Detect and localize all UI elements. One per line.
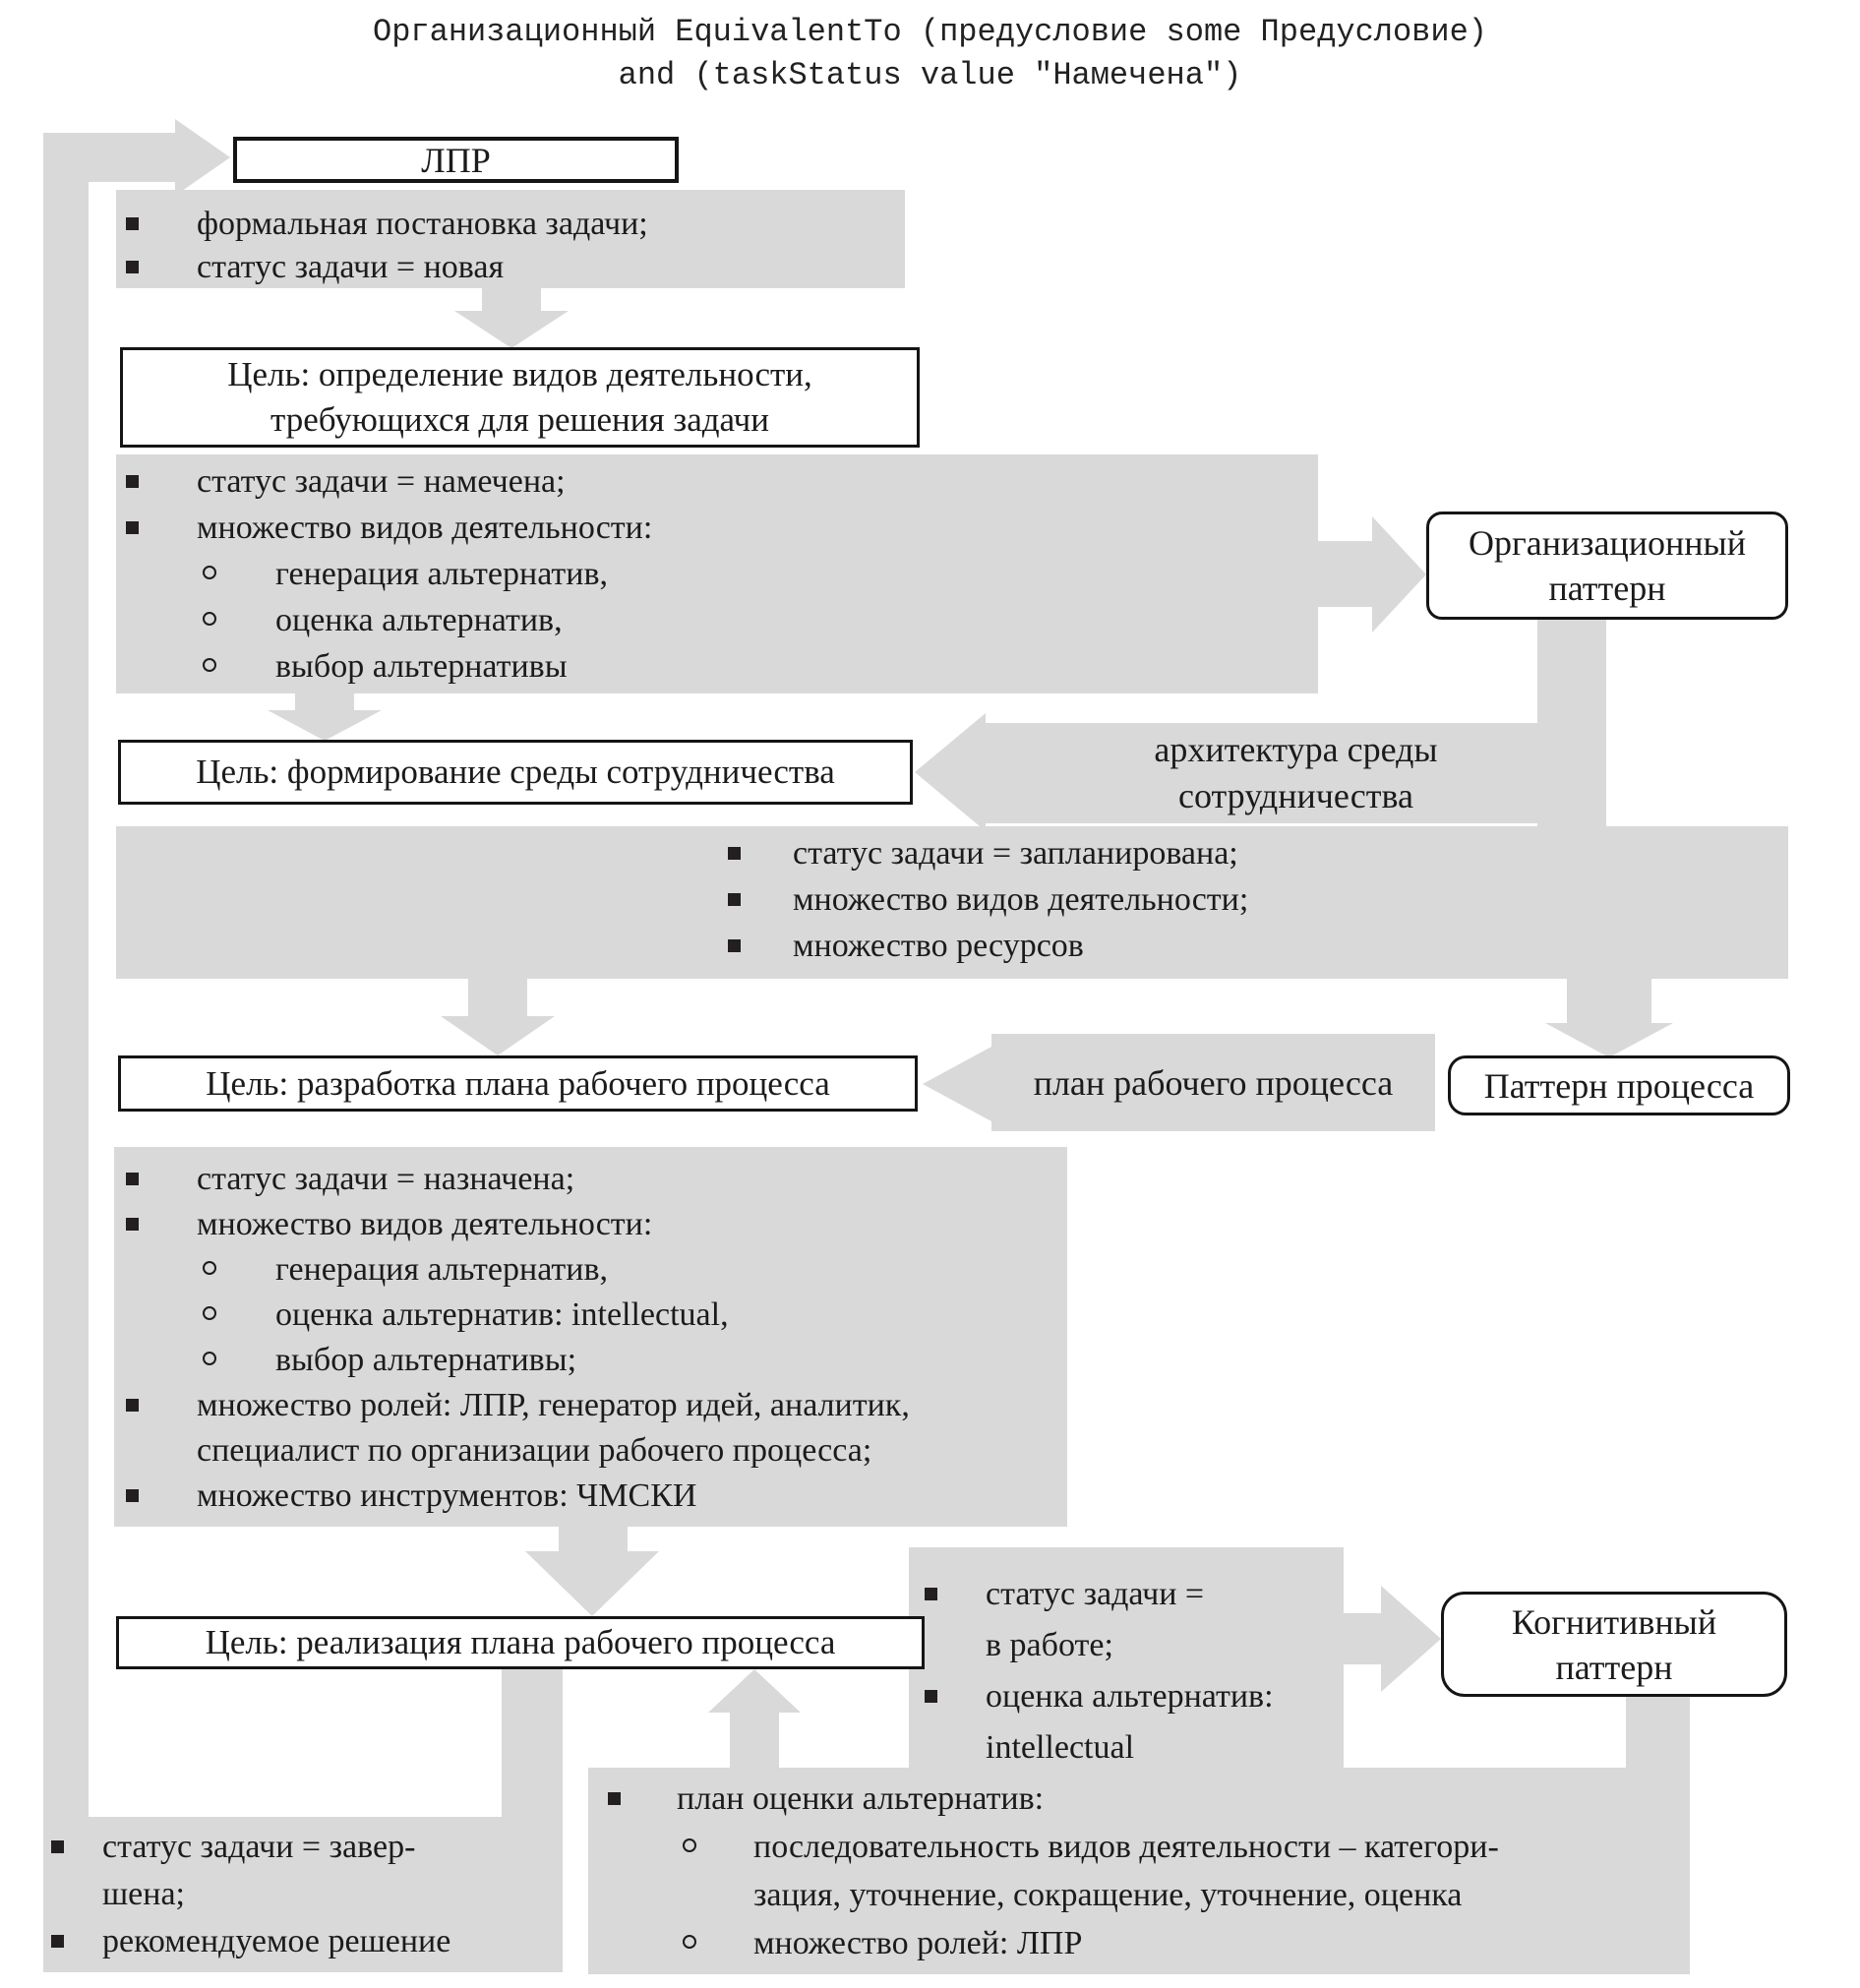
square-bullet-icon — [728, 847, 741, 860]
list-item-continuation — [909, 1722, 1344, 1774]
label-line: архитектура среды — [1154, 730, 1438, 769]
note-planned — [116, 826, 1788, 979]
node-line: Когнитивный — [1511, 1601, 1717, 1642]
note-completed — [43, 1817, 563, 1972]
circle-bullet-icon — [203, 658, 216, 672]
arrow-down-icon — [268, 710, 382, 741]
list-item — [116, 876, 1788, 923]
note-line: множество видов деятельности; — [793, 881, 1249, 918]
list-item — [588, 1919, 1690, 1967]
arrow-down-shaft — [295, 693, 354, 711]
arrow-left-icon — [923, 1047, 991, 1121]
node-lpr-label: ЛПР — [421, 140, 491, 180]
owl-expression-line2: and (taskStatus value "Намечена") — [618, 57, 1242, 93]
list-item-continuation — [909, 1620, 1344, 1671]
node-line: паттерн — [1555, 1647, 1673, 1687]
note-evaluation-plan — [588, 1768, 1690, 1974]
org-pattern-node — [1426, 512, 1788, 620]
note-line: множество ролей: ЛПР, генератор идей, аналитик, — [197, 1387, 910, 1423]
list-item — [116, 551, 1318, 597]
list-item-continuation — [114, 1428, 1067, 1474]
arrow-down-icon — [454, 311, 569, 348]
owl-expression-line1: Организационный EquivalentTo (предусловие some Предусловие) — [373, 14, 1487, 50]
arrow-right-icon — [1372, 516, 1426, 633]
list-item — [116, 458, 1318, 505]
label-line: сотрудничества — [1178, 776, 1413, 815]
note-line: статус задачи = завер- — [102, 1829, 416, 1865]
note-line: план оценки альтернатив: — [677, 1780, 1045, 1817]
note-line: шена; — [102, 1876, 186, 1912]
arrow-down-icon — [525, 1551, 659, 1616]
note-line: генерация альтернатив, — [275, 556, 609, 592]
arrow-up-icon — [708, 1669, 801, 1713]
arrow-right-shaft — [1318, 541, 1372, 607]
list-item — [116, 643, 1318, 690]
process-pattern-node — [1448, 1055, 1790, 1115]
node-line: Организационный — [1469, 523, 1746, 563]
connector-goal4-down — [502, 1669, 563, 1822]
list-item — [116, 505, 1318, 551]
arrow-left-icon — [915, 713, 986, 831]
square-bullet-icon — [126, 217, 139, 230]
note-line: статус задачи = — [986, 1576, 1205, 1612]
square-bullet-icon — [51, 1840, 64, 1853]
label-collab-architecture — [986, 723, 1606, 823]
arrow-right-icon — [1381, 1586, 1441, 1692]
note-line: формальная постановка задачи; — [197, 206, 648, 242]
square-bullet-icon — [126, 521, 139, 534]
square-bullet-icon — [925, 1690, 937, 1703]
arrow-down-shaft — [559, 1527, 628, 1551]
circle-bullet-icon — [203, 612, 216, 626]
note-outlined — [116, 454, 1318, 693]
note-line: оценка альтернатив: — [986, 1678, 1274, 1715]
list-item — [116, 246, 905, 289]
note-assigned — [114, 1147, 1067, 1527]
loop-line-horizontal — [43, 133, 175, 182]
note-line: intellectual — [986, 1729, 1135, 1766]
arrow-down-shaft — [468, 979, 527, 1016]
list-item — [116, 597, 1318, 643]
square-bullet-icon — [728, 939, 741, 952]
list-item — [588, 1775, 1690, 1823]
note-line: множество видов деятельности: — [197, 510, 653, 546]
goal-line: Цель: определение видов деятельности, — [227, 355, 812, 393]
list-item — [114, 1383, 1067, 1428]
arrow-down-icon — [1545, 1023, 1673, 1057]
loop-line-vertical — [43, 133, 89, 1820]
note-line: статус задачи = новая — [197, 249, 505, 285]
square-bullet-icon — [51, 1935, 64, 1948]
goal-line: Цель: формирование среды сотрудничества — [196, 753, 835, 791]
goal-collab-env — [118, 740, 913, 805]
square-bullet-icon — [728, 893, 741, 906]
circle-bullet-icon — [203, 1306, 216, 1320]
note-line: оценка альтернатив: intellectual, — [275, 1296, 729, 1333]
list-item — [909, 1569, 1344, 1620]
list-item — [116, 830, 1788, 876]
cognitive-pattern-node — [1441, 1592, 1787, 1697]
note-line: зация, уточнение, сокращение, уточнение, оценка — [753, 1877, 1463, 1913]
note-line: оценка альтернатив, — [275, 602, 563, 638]
circle-bullet-icon — [203, 566, 216, 579]
goal-define-activities — [120, 347, 920, 448]
square-bullet-icon — [608, 1792, 621, 1805]
note-line: статус задачи = назначена; — [197, 1161, 575, 1197]
node-line: Паттерн процесса — [1483, 1065, 1755, 1106]
square-bullet-icon — [126, 475, 139, 488]
note-line: множество инструментов: ЧМСКИ — [197, 1477, 697, 1514]
note-line: множество ролей: ЛПР — [753, 1925, 1083, 1961]
list-item — [588, 1823, 1690, 1871]
goal-line: требующихся для решения задачи — [270, 400, 770, 439]
arrow-up-shaft — [730, 1713, 779, 1770]
list-item — [909, 1671, 1344, 1722]
square-bullet-icon — [126, 261, 139, 273]
note-line: множество ресурсов — [793, 928, 1084, 964]
circle-bullet-icon — [203, 1352, 216, 1365]
goal-line: Цель: реализация плана рабочего процесса — [205, 1623, 836, 1661]
arrow-right-shaft — [1344, 1613, 1381, 1664]
list-item — [114, 1247, 1067, 1293]
note-line: в работе; — [986, 1627, 1113, 1663]
node-lpr — [233, 137, 679, 183]
note-line: выбор альтернативы — [275, 648, 568, 685]
list-item — [114, 1202, 1067, 1247]
note-line: специалист по организации рабочего процесса; — [197, 1432, 872, 1469]
circle-bullet-icon — [203, 1261, 216, 1275]
loop-arrowhead-icon — [175, 119, 230, 196]
arrow-down-shaft — [482, 288, 541, 312]
list-item — [114, 1338, 1067, 1383]
goal-line: Цель: разработка плана рабочего процесса — [206, 1063, 830, 1103]
list-item — [43, 1824, 563, 1871]
square-bullet-icon — [126, 1399, 139, 1412]
square-bullet-icon — [126, 1489, 139, 1502]
node-line: паттерн — [1548, 569, 1666, 608]
list-item — [114, 1293, 1067, 1338]
list-item-continuation — [43, 1871, 563, 1918]
arrow-down-icon — [441, 1016, 555, 1055]
list-item — [114, 1474, 1067, 1519]
note-line: выбор альтернативы; — [275, 1342, 577, 1378]
list-item — [116, 923, 1788, 969]
list-item — [114, 1157, 1067, 1202]
list-item — [116, 203, 905, 246]
connector-cognitive-down — [1626, 1697, 1690, 1771]
note-new-task — [116, 190, 905, 288]
label-line: план рабочего процесса — [1033, 1062, 1394, 1103]
label-workflow-plan — [991, 1034, 1435, 1131]
note-line: последовательность видов деятельности – категори- — [753, 1829, 1499, 1865]
circle-bullet-icon — [683, 1838, 696, 1852]
goal-workflow-plan — [118, 1055, 918, 1112]
circle-bullet-icon — [683, 1935, 696, 1949]
note-line: множество видов деятельности: — [197, 1206, 653, 1242]
square-bullet-icon — [126, 1218, 139, 1231]
list-item-continuation — [588, 1871, 1690, 1919]
square-bullet-icon — [126, 1173, 139, 1185]
square-bullet-icon — [925, 1588, 937, 1600]
note-line: генерация альтернатив, — [275, 1251, 609, 1288]
note-line: рекомендуемое решение — [102, 1923, 451, 1959]
note-line: статус задачи = намечена; — [197, 463, 566, 500]
arrow-down-shaft — [1567, 979, 1651, 1023]
goal-implement-plan — [116, 1616, 925, 1669]
list-item — [43, 1918, 563, 1965]
note-line: статус задачи = запланирована; — [793, 835, 1238, 872]
